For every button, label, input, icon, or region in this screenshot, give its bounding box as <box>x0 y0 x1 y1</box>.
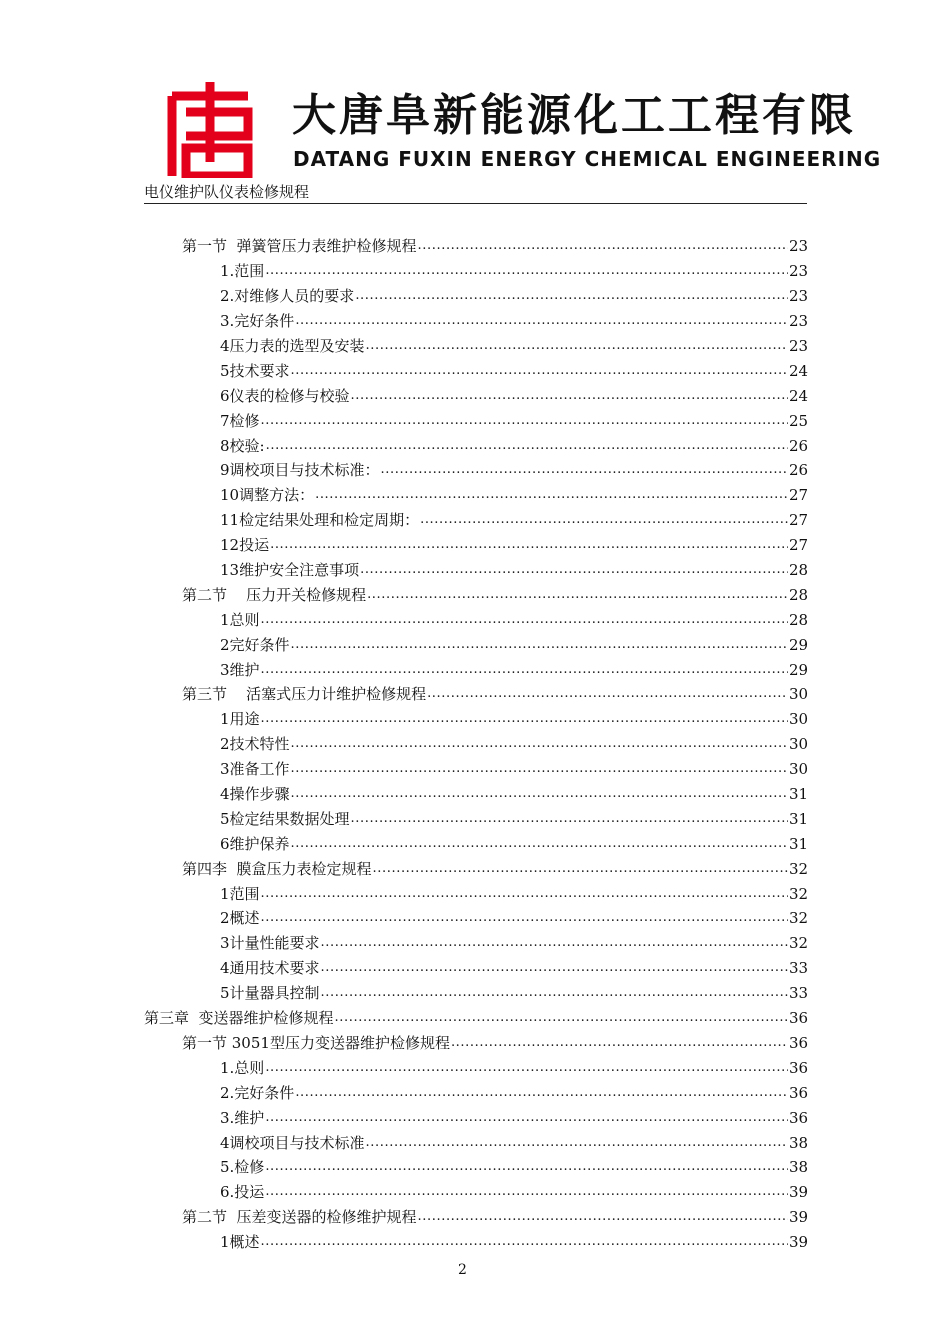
toc-entry-page: 36 <box>789 1033 809 1052</box>
toc-entry-label: 6仪表的检修与校验 <box>220 386 350 405</box>
toc-entry[interactable] <box>0 1080 950 1105</box>
toc-dot-leader <box>315 485 788 505</box>
toc-entry-page: 36 <box>789 1108 809 1127</box>
toc-entry-label: 5技术要求 <box>220 361 290 380</box>
toc-entry[interactable] <box>0 558 950 583</box>
toc-entry[interactable] <box>0 1055 950 1080</box>
toc-dot-leader <box>265 1182 788 1202</box>
toc-entry-label: 第二节 压差变送器的检修维护规程 <box>182 1208 417 1227</box>
toc-entry-label: 9调校项目与技术标准： <box>220 461 380 480</box>
toc-entry[interactable] <box>0 1205 950 1230</box>
toc-dot-leader <box>291 635 788 655</box>
toc-entry-page: 30 <box>789 685 809 704</box>
toc-entry[interactable] <box>0 682 950 707</box>
toc-entry[interactable] <box>0 1006 950 1031</box>
toc-entry-label: 2概述 <box>220 909 260 928</box>
toc-dot-leader <box>451 1033 788 1053</box>
toc-dot-leader <box>291 834 788 854</box>
toc-entry[interactable] <box>0 309 950 334</box>
toc-dot-leader <box>321 983 788 1003</box>
toc-dot-leader <box>321 958 788 978</box>
toc-entry-page: 31 <box>789 785 809 804</box>
toc-entry-label: 3计量性能要求 <box>220 934 320 953</box>
toc-entry-page: 32 <box>789 934 809 953</box>
toc-entry-label: 5检定结果数据处理 <box>220 809 350 828</box>
toc-dot-leader <box>420 510 788 530</box>
toc-dot-leader <box>366 336 788 356</box>
toc-entry[interactable] <box>0 732 950 757</box>
toc-entry[interactable] <box>0 931 950 956</box>
toc-entry[interactable] <box>0 358 950 383</box>
toc-dot-leader <box>381 460 788 480</box>
toc-entry-page: 39 <box>789 1233 809 1252</box>
toc-dot-leader <box>270 535 788 555</box>
toc-dot-leader <box>418 236 788 256</box>
toc-entry[interactable] <box>0 881 950 906</box>
toc-entry-page: 38 <box>789 1158 809 1177</box>
table-of-contents <box>0 234 950 1255</box>
toc-entry-page: 39 <box>789 1183 809 1202</box>
toc-entry-label: 1.总则 <box>220 1058 265 1077</box>
toc-entry-label: 4压力表的选型及安装 <box>220 337 365 355</box>
toc-entry-page: 28 <box>789 585 809 604</box>
toc-dot-leader <box>418 1207 788 1227</box>
page-header <box>0 0 950 190</box>
toc-entry-page: 36 <box>789 1083 809 1102</box>
company-name-en: DATANG FUXIN ENERGY CHEMICAL ENGINEERING <box>293 147 882 171</box>
toc-dot-leader <box>355 286 788 306</box>
toc-entry[interactable] <box>0 707 950 732</box>
toc-entry-label: 第二节 压力开关检修规程 <box>182 585 367 604</box>
toc-entry[interactable] <box>0 1105 950 1130</box>
toc-entry-page: 27 <box>789 486 809 505</box>
toc-entry[interactable] <box>0 1230 950 1255</box>
toc-entry-label: 第一节 弹簧管压力表维护检修规程 <box>182 237 417 256</box>
toc-entry-label: 11检定结果处理和检定周期： <box>220 511 420 530</box>
toc-dot-leader <box>265 1108 788 1128</box>
toc-entry[interactable] <box>0 1031 950 1056</box>
toc-dot-leader <box>261 709 788 729</box>
toc-entry[interactable] <box>0 433 950 458</box>
toc-entry-page: 32 <box>789 859 809 878</box>
toc-entry-label: 3维护 <box>220 660 260 679</box>
toc-entry[interactable] <box>0 806 950 831</box>
toc-entry-page: 26 <box>789 436 809 455</box>
toc-entry-page: 29 <box>789 660 809 679</box>
toc-dot-leader <box>265 261 788 281</box>
toc-dot-leader <box>291 734 788 754</box>
toc-entry-page: 23 <box>789 312 809 331</box>
toc-entry[interactable] <box>0 831 950 856</box>
toc-entry-label: 4通用技术要求 <box>220 959 320 978</box>
toc-dot-leader <box>373 859 788 879</box>
toc-entry[interactable] <box>0 956 950 981</box>
toc-entry-page: 23 <box>789 287 809 306</box>
toc-dot-leader <box>265 1058 788 1078</box>
toc-entry-label: 7检修 <box>220 411 260 430</box>
document-title: 电仪维护队仪表检修规程 <box>144 183 310 201</box>
header-divider <box>144 203 807 204</box>
toc-entry[interactable] <box>0 657 950 682</box>
toc-dot-leader <box>261 1232 788 1252</box>
toc-dot-leader <box>291 784 788 804</box>
toc-dot-leader <box>261 884 788 904</box>
toc-dot-leader <box>261 660 788 680</box>
toc-entry[interactable] <box>0 906 950 931</box>
toc-entry[interactable] <box>0 533 950 558</box>
toc-entry[interactable] <box>0 334 950 359</box>
toc-entry-page: 38 <box>789 1133 809 1152</box>
toc-entry-label: 13维护安全注意事项 <box>220 561 360 580</box>
tang-logo-icon <box>162 80 258 178</box>
toc-entry[interactable] <box>0 259 950 284</box>
toc-entry-label: 5计量器具控制 <box>220 984 320 1003</box>
toc-entry-page: 24 <box>789 361 809 380</box>
toc-entry-page: 30 <box>789 760 809 779</box>
toc-entry[interactable] <box>0 607 950 632</box>
toc-entry-page: 33 <box>789 984 809 1003</box>
toc-entry-label: 第四李 膜盒压力表检定规程 <box>182 859 372 878</box>
toc-entry-page: 30 <box>789 735 809 754</box>
toc-dot-leader <box>266 436 788 456</box>
toc-entry[interactable] <box>0 632 950 657</box>
toc-dot-leader <box>291 361 788 381</box>
toc-entry-label: 3.完好条件 <box>220 312 295 331</box>
toc-entry-label: 8校验: <box>220 436 265 455</box>
toc-entry[interactable] <box>0 483 950 508</box>
toc-entry-page: 31 <box>789 809 809 828</box>
toc-entry-label: 第一节 3051型压力变送器维护检修规程 <box>182 1033 450 1052</box>
toc-entry[interactable] <box>0 981 950 1006</box>
toc-dot-leader <box>261 610 788 630</box>
toc-entry[interactable] <box>0 782 950 807</box>
toc-entry-label: 2完好条件 <box>220 635 290 654</box>
toc-entry-label: 1总则 <box>220 610 260 629</box>
toc-entry[interactable] <box>0 1180 950 1205</box>
toc-entry-page: 27 <box>789 511 809 530</box>
toc-dot-leader <box>360 560 788 580</box>
toc-entry-label: 3.维护 <box>220 1108 265 1127</box>
toc-entry-label: 5.检修 <box>220 1158 265 1177</box>
toc-dot-leader <box>261 908 788 928</box>
toc-entry-label: 2.完好条件 <box>220 1083 295 1102</box>
toc-dot-leader <box>261 411 788 431</box>
toc-dot-leader <box>295 1083 788 1103</box>
toc-dot-leader <box>367 585 788 605</box>
toc-dot-leader <box>351 809 788 829</box>
toc-entry-page: 32 <box>789 909 809 928</box>
toc-dot-leader <box>351 386 788 406</box>
toc-entry-page: 28 <box>789 561 809 580</box>
toc-dot-leader <box>321 933 788 953</box>
toc-entry-label: 6维护保养 <box>220 834 290 853</box>
toc-entry-label: 6.投运 <box>220 1183 265 1202</box>
toc-entry-page: 36 <box>789 1058 809 1077</box>
toc-entry-page: 25 <box>789 411 809 430</box>
toc-entry-page: 33 <box>789 959 809 978</box>
toc-entry[interactable] <box>0 757 950 782</box>
toc-entry[interactable] <box>0 458 950 483</box>
toc-entry-label: 1范围 <box>220 884 260 903</box>
toc-entry[interactable] <box>0 1130 950 1155</box>
toc-entry-label: 10调整方法： <box>220 486 315 505</box>
toc-entry-page: 29 <box>789 635 809 654</box>
toc-dot-leader <box>366 1133 788 1153</box>
toc-dot-leader <box>265 1157 788 1177</box>
toc-entry-page: 39 <box>789 1208 809 1227</box>
toc-entry-label: 1概述 <box>220 1233 260 1252</box>
toc-entry-label: 1用途 <box>220 710 260 729</box>
toc-dot-leader <box>427 684 788 704</box>
toc-entry-label: 第三节 活塞式压力计维护检修规程 <box>182 685 427 704</box>
toc-entry-page: 26 <box>789 461 809 480</box>
toc-entry-label: 4操作步骤 <box>220 785 290 804</box>
toc-entry-label: 2.对维修人员的要求 <box>220 287 355 306</box>
toc-entry[interactable] <box>0 582 950 607</box>
toc-entry-page: 24 <box>789 386 809 405</box>
toc-entry-label: 第三章 变送器维护检修规程 <box>144 1009 334 1028</box>
toc-entry-page: 27 <box>789 536 809 555</box>
toc-dot-leader <box>335 1008 788 1028</box>
toc-entry-page: 32 <box>789 884 809 903</box>
toc-entry[interactable] <box>0 856 950 881</box>
toc-entry-page: 23 <box>789 262 809 281</box>
toc-entry-page: 28 <box>789 610 809 629</box>
toc-entry-label: 3准备工作 <box>220 760 290 779</box>
toc-entry-page: 23 <box>789 237 809 256</box>
toc-entry-page: 31 <box>789 834 809 853</box>
toc-entry-label: 1.范围 <box>220 262 265 281</box>
toc-entry[interactable] <box>0 1155 950 1180</box>
page-number: 2 <box>458 1262 467 1278</box>
toc-entry-page: 36 <box>789 1009 809 1028</box>
toc-dot-leader <box>291 759 788 779</box>
toc-entry-label: 2技术特性 <box>220 735 290 754</box>
toc-entry[interactable] <box>0 408 950 433</box>
toc-entry[interactable] <box>0 508 950 533</box>
toc-entry-label: 12投运 <box>220 536 270 555</box>
toc-entry[interactable] <box>0 383 950 408</box>
toc-entry-page: 30 <box>789 710 809 729</box>
company-name-cn: 大唐阜新能源化工工程有限 <box>292 90 856 141</box>
toc-entry[interactable] <box>0 284 950 309</box>
toc-dot-leader <box>295 311 788 331</box>
toc-entry-label: 4调校项目与技术标准 <box>220 1133 365 1152</box>
toc-entry[interactable] <box>0 234 950 259</box>
toc-entry-page: 23 <box>789 337 809 355</box>
